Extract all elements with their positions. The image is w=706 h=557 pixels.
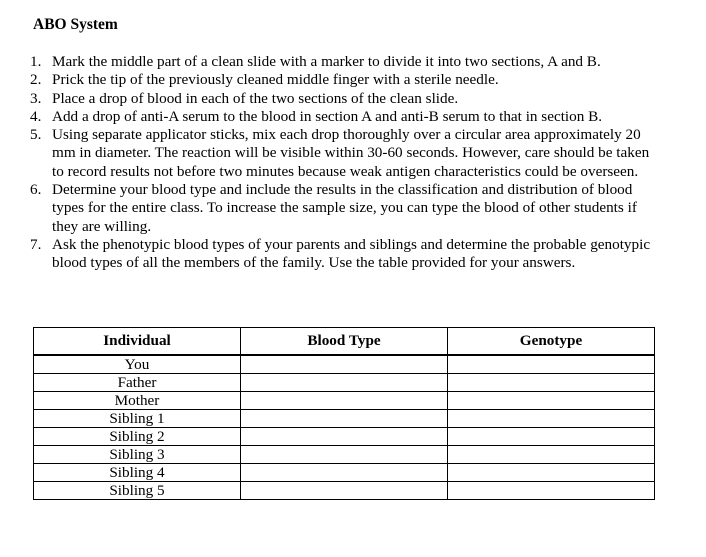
cell-individual: You <box>34 355 241 374</box>
cell-genotype[interactable] <box>448 482 655 500</box>
cell-genotype[interactable] <box>448 446 655 464</box>
cell-individual: Sibling 3 <box>34 446 241 464</box>
table-row <box>34 410 655 428</box>
cell-individual: Sibling 2 <box>34 428 241 446</box>
step-number: 6. <box>30 181 42 199</box>
table-row <box>34 464 655 482</box>
step-number: 3. <box>30 89 42 107</box>
table-row <box>34 374 655 392</box>
blood-type-table <box>33 327 655 500</box>
step-number: 1. <box>30 53 42 70</box>
cell-blood-type[interactable] <box>241 410 448 428</box>
table-row <box>34 482 655 500</box>
table-row <box>34 428 655 446</box>
cell-individual: Sibling 4 <box>34 464 241 482</box>
cell-genotype[interactable] <box>448 410 655 428</box>
procedure-step <box>30 126 660 181</box>
cell-genotype[interactable] <box>448 355 655 374</box>
table-header-row <box>34 328 655 356</box>
cell-individual: Sibling 5 <box>34 482 241 500</box>
header-genotype: Genotype <box>448 328 655 356</box>
table-row <box>34 355 655 374</box>
step-number: 7. <box>30 235 42 253</box>
step-number: 4. <box>30 107 42 125</box>
step-text: Place a drop of blood in each of the two sections of the clean slide. <box>52 89 459 107</box>
cell-genotype[interactable] <box>448 464 655 482</box>
procedure-step <box>30 108 660 126</box>
cell-blood-type[interactable] <box>241 355 448 374</box>
step-number: 5. <box>30 126 42 144</box>
cell-blood-type[interactable] <box>241 428 448 446</box>
procedure-step <box>30 90 660 108</box>
cell-genotype[interactable] <box>448 392 655 410</box>
table-row <box>34 446 655 464</box>
cell-blood-type[interactable] <box>241 482 448 500</box>
step-text: Ask the phenotypic blood types of your parents and siblings and determine the probable genotypic blood types of all the members of the family. Use the table provided for your answers. <box>52 235 651 272</box>
step-number: 2. <box>30 71 42 89</box>
page-title: ABO System <box>33 16 118 33</box>
cell-blood-type[interactable] <box>241 392 448 410</box>
procedure-step <box>30 53 660 71</box>
cell-individual: Mother <box>34 392 241 410</box>
step-text: Prick the tip of the previously cleaned middle finger with a sterile needle. <box>52 71 499 89</box>
header-individual: Individual <box>34 328 241 356</box>
cell-blood-type[interactable] <box>241 374 448 392</box>
cell-blood-type[interactable] <box>241 464 448 482</box>
procedure-step <box>30 236 660 273</box>
cell-blood-type[interactable] <box>241 446 448 464</box>
cell-individual: Sibling 1 <box>34 410 241 428</box>
cell-genotype[interactable] <box>448 428 655 446</box>
procedure-step <box>30 181 660 236</box>
step-text: Add a drop of anti-A serum to the blood in section A and anti-B serum to that in section B. <box>52 107 603 125</box>
procedure-steps <box>30 53 660 273</box>
cell-individual: Father <box>34 374 241 392</box>
header-blood-type: Blood Type <box>241 328 448 356</box>
blood-type-table-container <box>33 327 655 500</box>
step-text: Determine your blood type and include the results in the classification and distribution of blood types for the entire class. To increase the sample size, you can type the blood of other students if they are willing. <box>52 181 637 235</box>
cell-genotype[interactable] <box>448 374 655 392</box>
step-text: Mark the middle part of a clean slide with a marker to divide it into two sections, A and B. <box>52 53 601 70</box>
table-row <box>34 392 655 410</box>
procedure-step <box>30 71 660 89</box>
step-text: Using separate applicator sticks, mix each drop thoroughly over a circular area approximately 20 mm in diameter. The reaction will be visible within 30-60 seconds. However, care should be taken to record results not before two minutes because weak antigen characteristics could be overseen. <box>52 126 650 180</box>
